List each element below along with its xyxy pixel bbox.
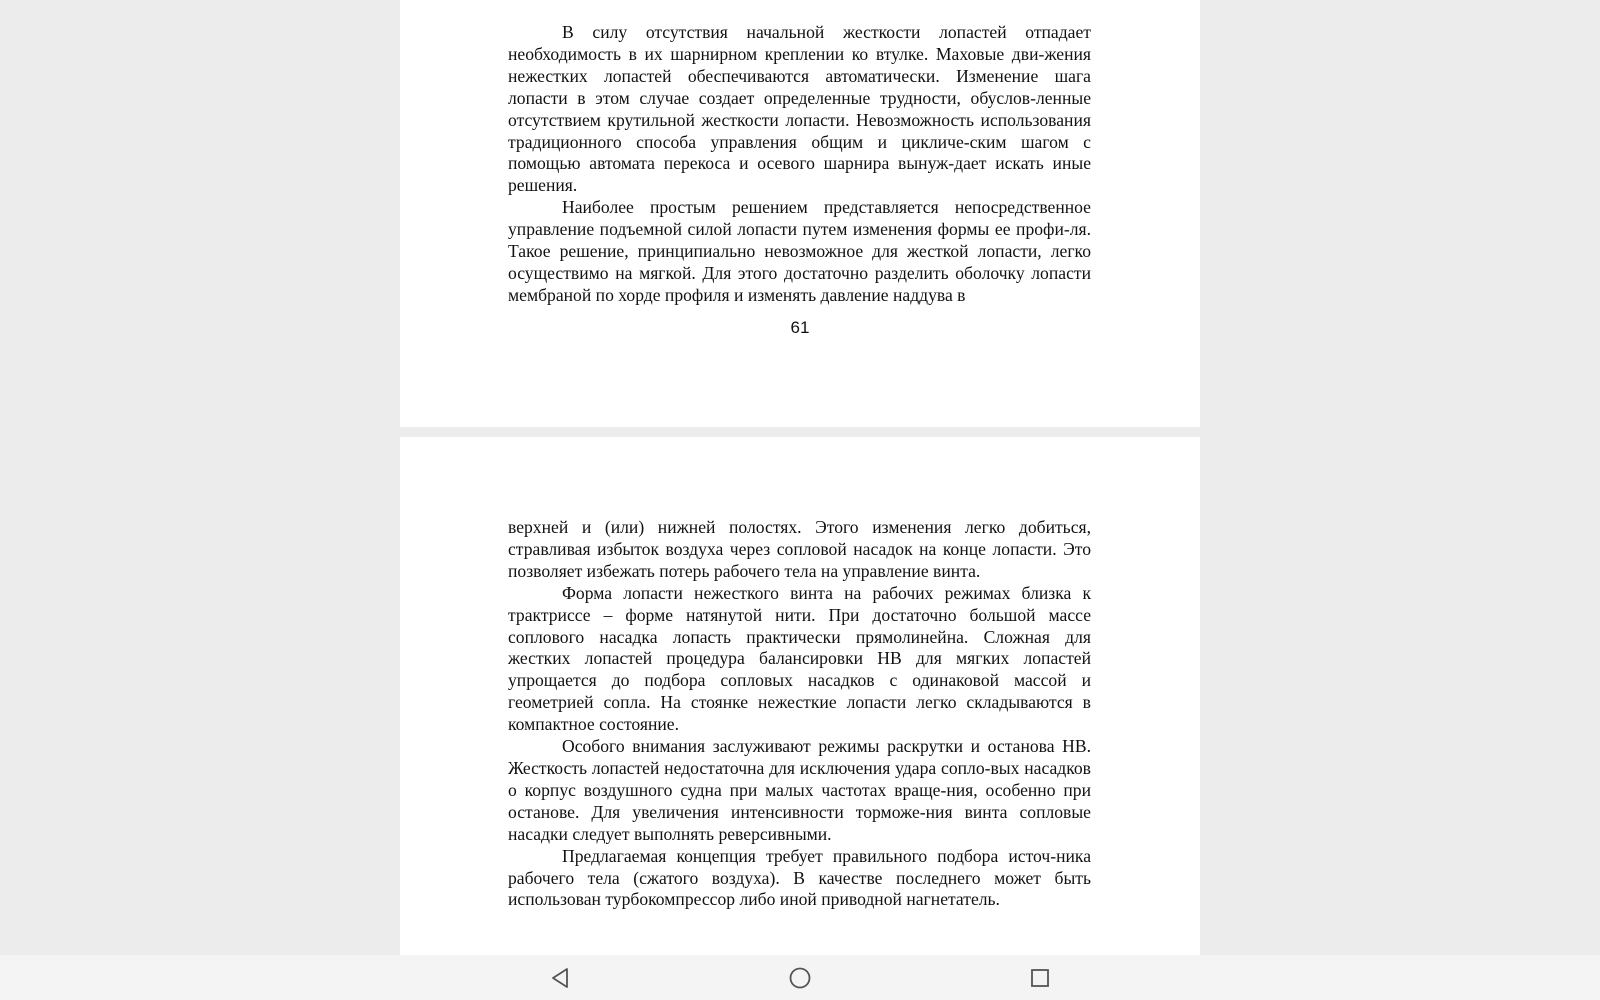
paragraph: Предлагаемая концепция требует правильного подбора источ-ника рабочего тела (сжатого воздуха). В качестве последнего может быть использован турбокомпрессор либо иной приводной нагнетатель. — [508, 845, 1091, 910]
system-navigation-bar — [0, 955, 1600, 1000]
triangle-back-icon — [549, 966, 571, 990]
page-text — [508, 517, 1091, 911]
recent-apps-button[interactable] — [1020, 963, 1060, 993]
paragraph: верхней и (или) нижней полостях. Этого изменения легко добиться, стравливая избыток воздуха через сопловой насадок на конце лопасти. Это позволяет избежать потерь рабочего тела на управление винта. — [508, 517, 1091, 581]
paragraph: Форма лопасти нежесткого винта на рабочих режимах близка к трактриссе – форме натянутой нити. При достаточно большой массе соплового насадка лопасть практически прямолинейна. Сложная для жестких лопастей процедура балансировки НВ для мягких лопастей упрощается до подбора сопловых насадков с одинаковой массой и геометрией сопла. На стоянке нежесткие лопасти легко складываются в компактное состояние. — [508, 582, 1091, 735]
paragraph: Наиболее простым решением представляется непосредственное управление подъемной силой лопасти путем изменения формы ее профи-ля. Такое решение, принципиально невозможное для жесткой лопасти, легко осуществимо на мягкой. Для этого достаточно разделить оболочку лопасти мембраной по хорде профиля и изменять давление наддува в — [508, 197, 1091, 305]
document-page-62 — [400, 437, 1200, 955]
page-text — [508, 22, 1091, 307]
back-button[interactable] — [540, 963, 580, 993]
paragraph: Особого внимания заслуживают режимы раскрутки и останова НВ. Жесткость лопастей недостаточна для исключения удара сопло-вых насадков о корпус воздушного судна при малых частотах враще-ния, особенно при останове. Для увеличения интенсивности торможе-ния винта сопловые насадки следует выполнять реверсивными. — [508, 736, 1091, 844]
document-page-61 — [400, 0, 1200, 427]
page-number: 61 — [790, 318, 810, 337]
paragraph: В силу отсутствия начальной жесткости лопастей отпадает необходимость в их шарнирном креплении ко втулке. Маховые дви-жения нежестких лопастей обеспечиваются автоматически. Изменение шага лопасти в этом случае создает определенные трудности, обуслов-ленные отсутствием крутильной жесткости лопасти. Невозможность использования традиционного способа управления общим и цикличе-ским шагом с помощью автомата перекоса и осевого шарнира вынуж-дает искать иные решения. — [508, 22, 1091, 196]
square-recent-icon — [1029, 967, 1051, 989]
home-button[interactable] — [780, 963, 820, 993]
circle-home-icon — [788, 966, 812, 990]
